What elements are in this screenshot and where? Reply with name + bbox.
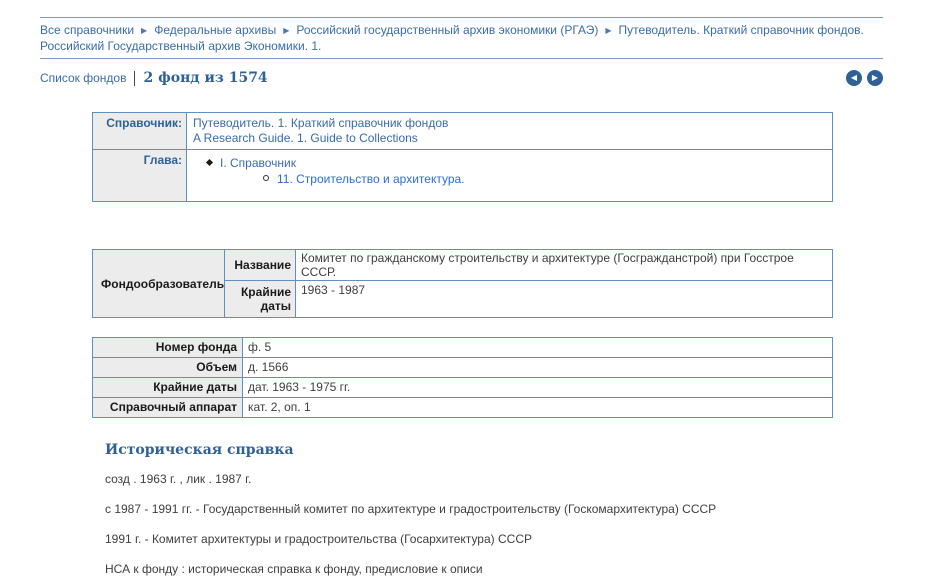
creator-group-label: Фондообразователь <box>93 250 225 318</box>
diamond-bullet-icon <box>206 159 213 166</box>
toolbar <box>40 68 883 88</box>
creator-name-label: Название <box>225 250 296 281</box>
creator-table <box>92 249 833 318</box>
fund-list-link[interactable]: Список фондов <box>40 71 127 85</box>
fund-dates-value: дат. 1963 - 1975 гг. <box>243 378 833 398</box>
historical-note-section <box>105 442 833 576</box>
creator-dates-value: 1963 - 1987 <box>296 281 833 318</box>
breadcrumb <box>40 17 883 59</box>
historical-note-title: Историческая справка <box>105 442 294 458</box>
fund-table <box>92 337 833 418</box>
fund-apparatus-label: Справочный аппарат <box>93 398 243 418</box>
fund-volume-value: д. 1566 <box>243 358 833 378</box>
chapter-label: Глава: <box>93 150 187 202</box>
creator-dates-label: Крайние даты <box>225 281 296 318</box>
table-row <box>93 358 833 378</box>
chapter-link-level1[interactable]: I. Справочник <box>220 156 296 170</box>
prev-fund-button[interactable]: ◀ <box>846 70 862 86</box>
historical-note-paragraph: НСА к фонду : историческая справка к фонду, предисловие к описи <box>105 562 483 576</box>
breadcrumb-arrow-icon: ▶ <box>283 26 290 35</box>
historical-note-paragraph: 1991 г. - Комитет архитектуры и градостроительства (Госархитектура) СССР <box>105 532 532 546</box>
reference-label: Справочник: <box>93 113 187 150</box>
table-row <box>93 378 833 398</box>
breadcrumb-link-federal-archives[interactable]: Федеральные архивы <box>154 23 277 37</box>
table-row <box>93 338 833 358</box>
table-row <box>93 250 833 281</box>
guide-link-en[interactable]: A Research Guide. 1. Guide to Collections <box>193 131 418 145</box>
historical-note-paragraph: с 1987 - 1991 гг. - Государственный комитет по архитектуре и градостроительству (Госкомархитектура) СССР <box>105 502 717 516</box>
breadcrumb-arrow-icon: ▶ <box>141 26 148 35</box>
main-content <box>92 112 833 576</box>
reference-table <box>92 112 833 202</box>
table-row <box>93 113 833 150</box>
next-fund-button[interactable]: ▶ <box>867 70 883 86</box>
breadcrumb-link-rgae[interactable]: Российский государственный архив экономики (РГАЭ) <box>296 23 599 37</box>
fund-dates-label: Крайние даты <box>93 378 243 398</box>
fund-volume-label: Объем <box>93 358 243 378</box>
table-row <box>93 398 833 418</box>
breadcrumb-link-all-guides[interactable]: Все справочники <box>40 23 135 37</box>
historical-note-paragraph: созд . 1963 г. , лик . 1987 г. <box>105 472 252 486</box>
breadcrumb-arrow-icon: ▶ <box>605 26 612 35</box>
fund-apparatus-value: кат. 2, оп. 1 <box>243 398 833 418</box>
toolbar-divider <box>134 71 135 86</box>
circle-bullet-icon <box>263 175 269 181</box>
creator-name-value: Комитет по гражданскому строительству и архитектуре (Госгражданстрой) при Госстрое СССР. <box>296 250 833 281</box>
fund-number-label: Номер фонда <box>93 338 243 358</box>
breadcrumb-link-guide[interactable]: Путеводитель. Краткий справочник фондов. Российский Государственный архив Экономики. 1. <box>40 23 864 53</box>
fund-number-value: ф. 5 <box>243 338 833 358</box>
table-row <box>93 150 833 202</box>
chapter-link-level2[interactable]: 11. Строительство и архитектура. <box>277 172 465 186</box>
fund-counter: 2 фонд из 1574 <box>143 70 268 86</box>
guide-link-ru[interactable]: Путеводитель. 1. Краткий справочник фондов <box>193 116 449 130</box>
